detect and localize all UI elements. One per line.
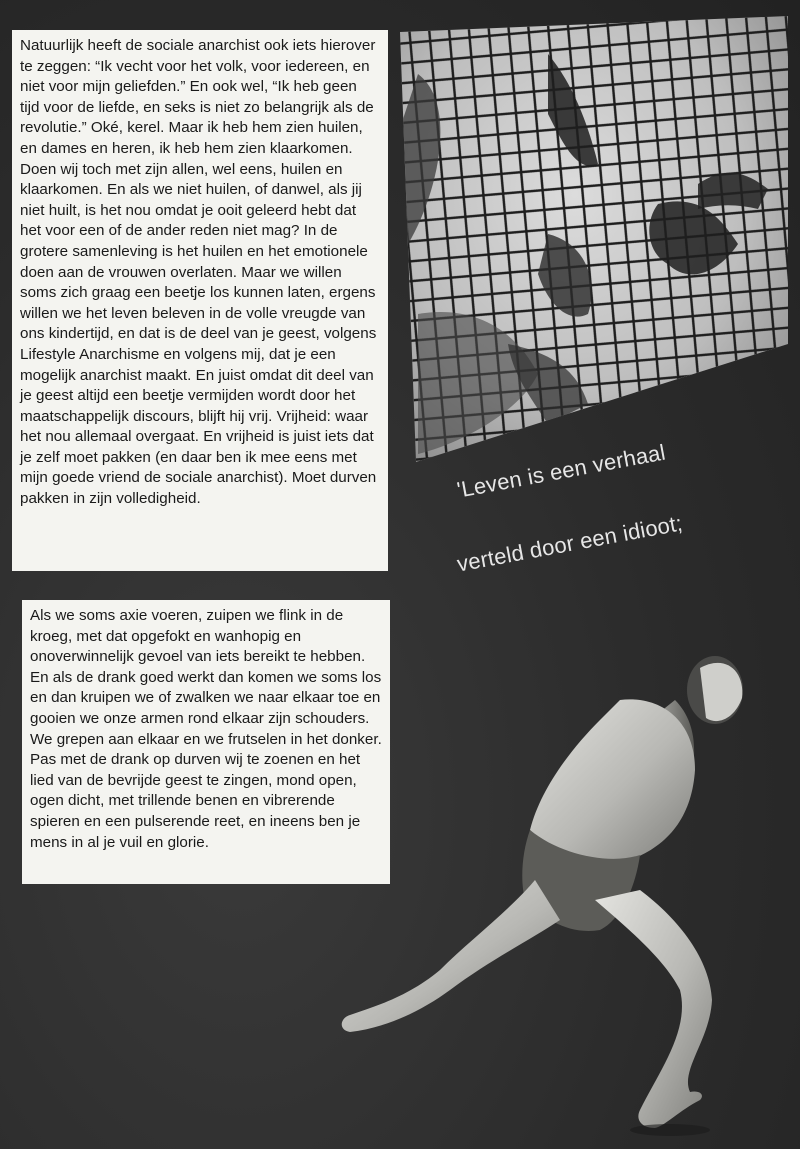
quote-line-1: 'Leven is een verhaal bbox=[455, 439, 668, 503]
fence-photo bbox=[398, 14, 790, 464]
paragraph-1: Natuurlijk heeft de sociale anarchist ook iets hierover te zeggen: “Ik vecht voor het volk, voor iedereen, en niet voor mijn geliefden.” En ook wel, “Ik heb geen tijd voor de liefde, en seks is niet zo belangrijk als de revolutie.” Oké, kerel. Maar ik heb hem zien huilen, en dames en heren, ik heb hem zien klaarkomen. Doen wij toch met zijn allen, wel eens, huilen en klaarkomen. En als we niet huilen, of danwel, als jij niet huilt, is het nou omdat je ooit geleerd hebt dat het voor een of de ander reden niet mag? In de grotere samenleving is het huilen en het emotionele doen aan de vrouwen overlaten. Maar we willen soms zich graag een beetje los kunnen laten, ergens willen we het leven beleven in de volle vreugde van ons kindertijd, en dat is de deel van je geest, volgens Lifestyle Anarchisme en volgens mij, dat je een mogelijk anarchist maakt. En juist omdat dit deel van je geest altijd een beetje vermijden wordt door het maatschappelijk discours, blijft hij vrij. Vrijheid: waar het nou allemaal overgaat. En vrijheid is juist iets dat je zelf moet pakken (en daar ben ik mee eens met mijn goede vriend de sociale anarchist). Moet durven pakken in zijn volledigheid. bbox=[20, 37, 377, 508]
text-block-top bbox=[12, 30, 388, 571]
dancer-figure-image bbox=[330, 640, 770, 1140]
quote-line-2: verteld door een idioot; bbox=[455, 510, 685, 577]
fence-photo-image bbox=[398, 14, 790, 464]
dancer-photo bbox=[330, 640, 770, 1140]
paragraph-2: Als we soms axie voeren, zuipen we flink in de kroeg, met dat opgefokt en wanhopig en onoverwinnelijk gevoel van iets bereikt te hebben. En als de drank goed werkt dan komen we soms los en dan kruipen we of zwalken we naar elkaar toe en gooien we onze armen rond elkaar zijn schouders. We grepen aan elkaar en we frutselen in het donker. Pas met de drank op durven wij te zoenen en het lied van de bevrijde geest te zingen, mond open, ogen dicht, met trillende benen en vibrerende spieren en een pulserende reet, en ineens ben je mens in al je vuil en glorie. bbox=[30, 607, 382, 851]
